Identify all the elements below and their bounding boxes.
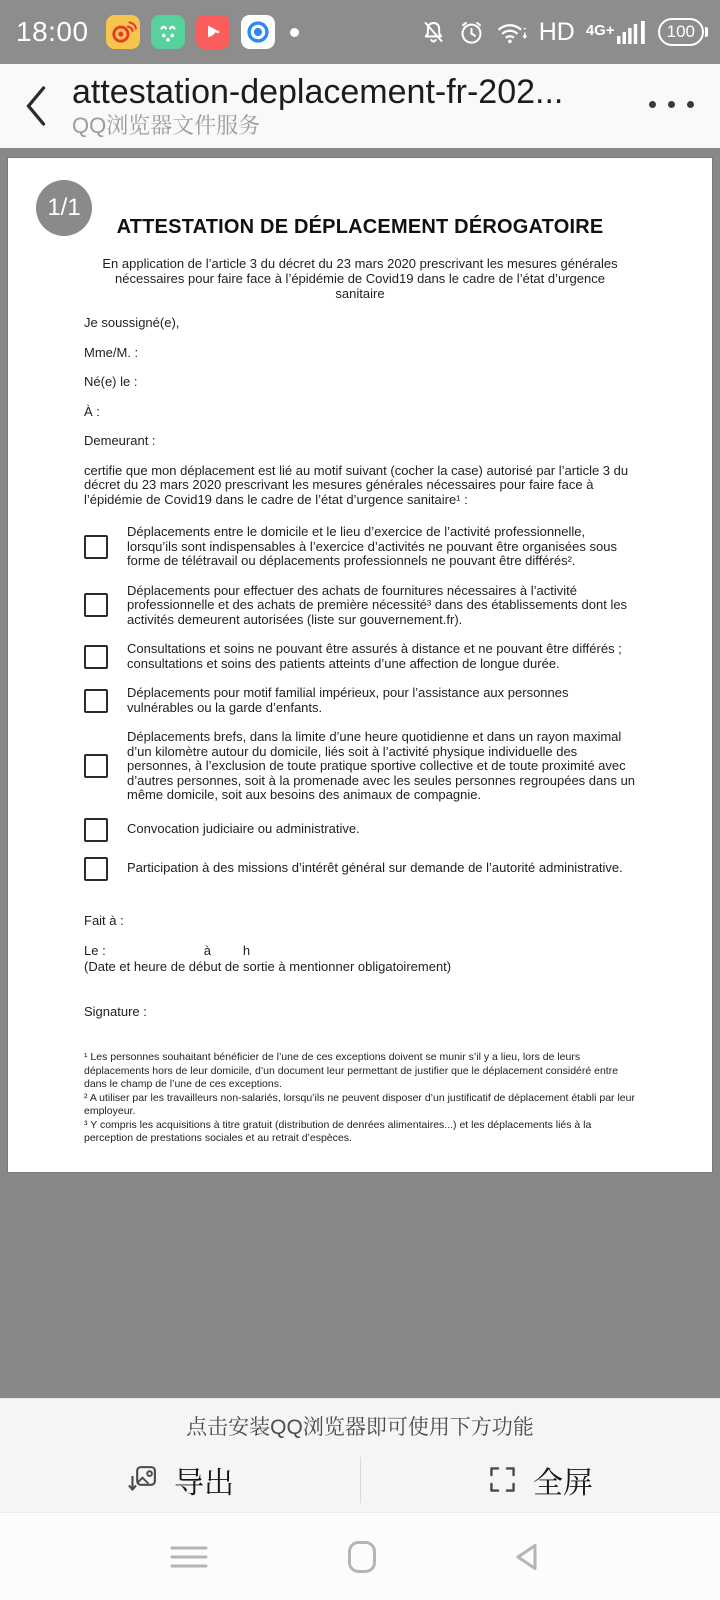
network-type-label: 4G+	[585, 22, 615, 39]
field-signature: Signature :	[84, 1004, 147, 1019]
ellipsis-dot-icon	[668, 101, 675, 108]
page-indicator-badge: 1/1	[36, 180, 92, 236]
clock-time: 18:00	[16, 16, 89, 47]
ellipsis-dot-icon	[687, 101, 694, 108]
document-viewer[interactable]	[0, 148, 720, 1398]
checkbox-judicial	[84, 818, 108, 842]
le-label: Le :	[84, 942, 106, 958]
at-label: à	[203, 942, 211, 958]
video-app-notification-icon	[196, 15, 230, 49]
reason-text: Déplacements entre le domicile et le lieu d’exercice de l’activité professionnelle, lorsqu’ils sont indispensables à l’exercice d’activités ne pouvant être organisées sous forme de télétravail ou déplacements professionnels ne pouvant être différés².	[127, 524, 617, 568]
file-title-block	[72, 73, 635, 139]
footnote-3: ³ Y compris les acquisitions à titre gratuit (distribution de denrées alimentaires...) et les déplacements liés à la perception de prestations sociales et au retrait d’espèces.	[84, 1118, 592, 1144]
file-source-label: QQ浏览器文件服务	[72, 113, 261, 138]
fullscreen-icon	[487, 1464, 518, 1495]
reason-text: Déplacements brefs, dans la limite d’une heure quotidienne et dans un rayon maximal d’un kilomètre autour du domicile, liés soit à l’activité physique individuelle des personnes, à l’exclusion de toute pratique sportive collective et de toute proximité avec d’autres personnes, soit à la promenade avec les seules personnes regroupées dans un même domicile, soit aux besoins des animaux de compagnie.	[127, 729, 636, 802]
document-title: ATTESTATION DE DÉPLACEMENT DÉROGATOIRE	[116, 216, 604, 238]
file-name: attestation-deplacement-fr-202...	[72, 73, 564, 111]
date-note: (Date et heure de début de sortie à mentionner obligatoirement)	[84, 958, 452, 974]
green-app-notification-icon	[151, 15, 185, 49]
hour-label: h	[242, 942, 251, 958]
status-bar-left	[16, 15, 299, 49]
recent-apps-menu-icon[interactable]	[168, 1544, 210, 1570]
reason-row	[84, 857, 636, 881]
footnote-2: ² A utiliser par les travailleurs non-salariés, lorsqu’ils ne peuvent disposer d’un justificatif de déplacement établi par leur employeur.	[84, 1091, 635, 1117]
field-date-line	[84, 943, 636, 958]
bell-muted-icon	[420, 19, 447, 46]
checkbox-health	[84, 645, 108, 669]
footnote-1: ¹ Les personnes souhaitant bénéficier de l’une de ces exceptions doivent se munir s’il y a lieu, lors de leurs déplacements hors de leur domicile, d’un document leur permettant de justifier que le déplacement considéré entre dans le champ de l’une de ces exceptions.	[84, 1051, 619, 1090]
reason-text: Participation à des missions d’intérêt général sur demande de l’autorité administrative.	[127, 860, 623, 876]
reason-text: Déplacements pour motif familial impérieux, pour l’assistance aux personnes vulnérables ou la garde d’enfants.	[127, 685, 569, 715]
signal-bars-icon	[617, 19, 647, 45]
certify-paragraph: certifie que mon déplacement est lié au motif suivant (cocher la case) autorisé par l’article 3 du décret du 23 mars 2020 prescrivant les mesures générales nécessaires pour faire face à l’épidémie de Covid19 dans le cadre de l’état d’urgence sanitaire¹ :	[84, 462, 629, 507]
cellular-signal-icon	[586, 19, 647, 45]
android-navigation-bar	[0, 1512, 720, 1600]
toolbar-buttons	[0, 1447, 720, 1512]
wifi-icon	[496, 19, 528, 46]
back-chevron-icon	[24, 85, 48, 127]
fullscreen-label: 全屏	[533, 1466, 593, 1500]
reason-text: Convocation judiciaire ou administrative.	[127, 821, 360, 837]
reason-row	[84, 818, 636, 842]
reason-row	[84, 730, 636, 803]
field-fait-a: Fait à :	[84, 912, 124, 928]
bottom-toolbar	[0, 1398, 720, 1512]
field-a: À :	[84, 403, 100, 419]
export-image-icon	[126, 1463, 159, 1496]
more-notifications-dot-icon	[290, 28, 299, 37]
reason-row	[84, 525, 636, 569]
field-demeurant: Demeurant :	[84, 433, 156, 448]
pdf-page	[8, 158, 712, 1172]
reason-row	[84, 642, 636, 671]
footnotes	[84, 1051, 636, 1146]
checkbox-mission	[84, 857, 108, 881]
status-bar	[0, 0, 720, 64]
checkbox-family	[84, 689, 108, 713]
checkbox-work	[84, 535, 108, 559]
home-button-icon[interactable]	[347, 1540, 377, 1574]
reason-text: Déplacements pour effectuer des achats de fournitures nécessaires à l’activité professionnelle et des achats de première nécessité³ dans des établissements dont les activités demeurent autorisées (liste sur gouvernement.fr).	[127, 582, 628, 627]
fullscreen-button[interactable]	[360, 1447, 720, 1512]
more-options-button[interactable]	[635, 91, 694, 122]
ellipsis-dot-icon	[649, 101, 656, 108]
reason-text: Consultations et soins ne pouvant être assurés à distance et ne pouvant être différés ; consultations et soins des patients atteints d’une affection de longue durée.	[127, 641, 622, 671]
toolbar-divider	[360, 1457, 361, 1503]
field-mme-m: Mme/M. :	[84, 344, 139, 360]
qq-browser-notification-icon	[241, 15, 275, 49]
checkbox-exercise	[84, 754, 108, 778]
export-label: 导出	[174, 1466, 234, 1500]
checkbox-shopping	[84, 593, 108, 617]
battery-indicator: 100	[658, 18, 704, 46]
install-qq-browser-banner[interactable]: 点击安装QQ浏览器即可使用下方功能	[186, 1416, 534, 1439]
back-button[interactable]	[16, 78, 56, 134]
alarm-clock-icon	[458, 19, 485, 46]
reason-checklist	[84, 525, 636, 881]
hd-indicator: HD	[538, 17, 575, 46]
field-je-soussigne: Je soussigné(e),	[84, 315, 180, 330]
status-bar-right	[420, 18, 704, 47]
document-intro: En application de l’article 3 du décret du 23 mars 2020 prescrivant les mesures générales nécessaires pour faire face à l’épidémie de Covid19 dans le cadre de l’état d’urgence sanitaire	[102, 256, 618, 301]
field-ne-le: Né(e) le :	[84, 374, 138, 389]
back-button-icon[interactable]	[512, 1541, 540, 1573]
weibo-notification-icon	[106, 15, 140, 49]
reason-row	[84, 686, 636, 715]
reason-row	[84, 584, 636, 628]
file-viewer-header	[0, 64, 720, 148]
export-button[interactable]	[0, 1447, 360, 1512]
